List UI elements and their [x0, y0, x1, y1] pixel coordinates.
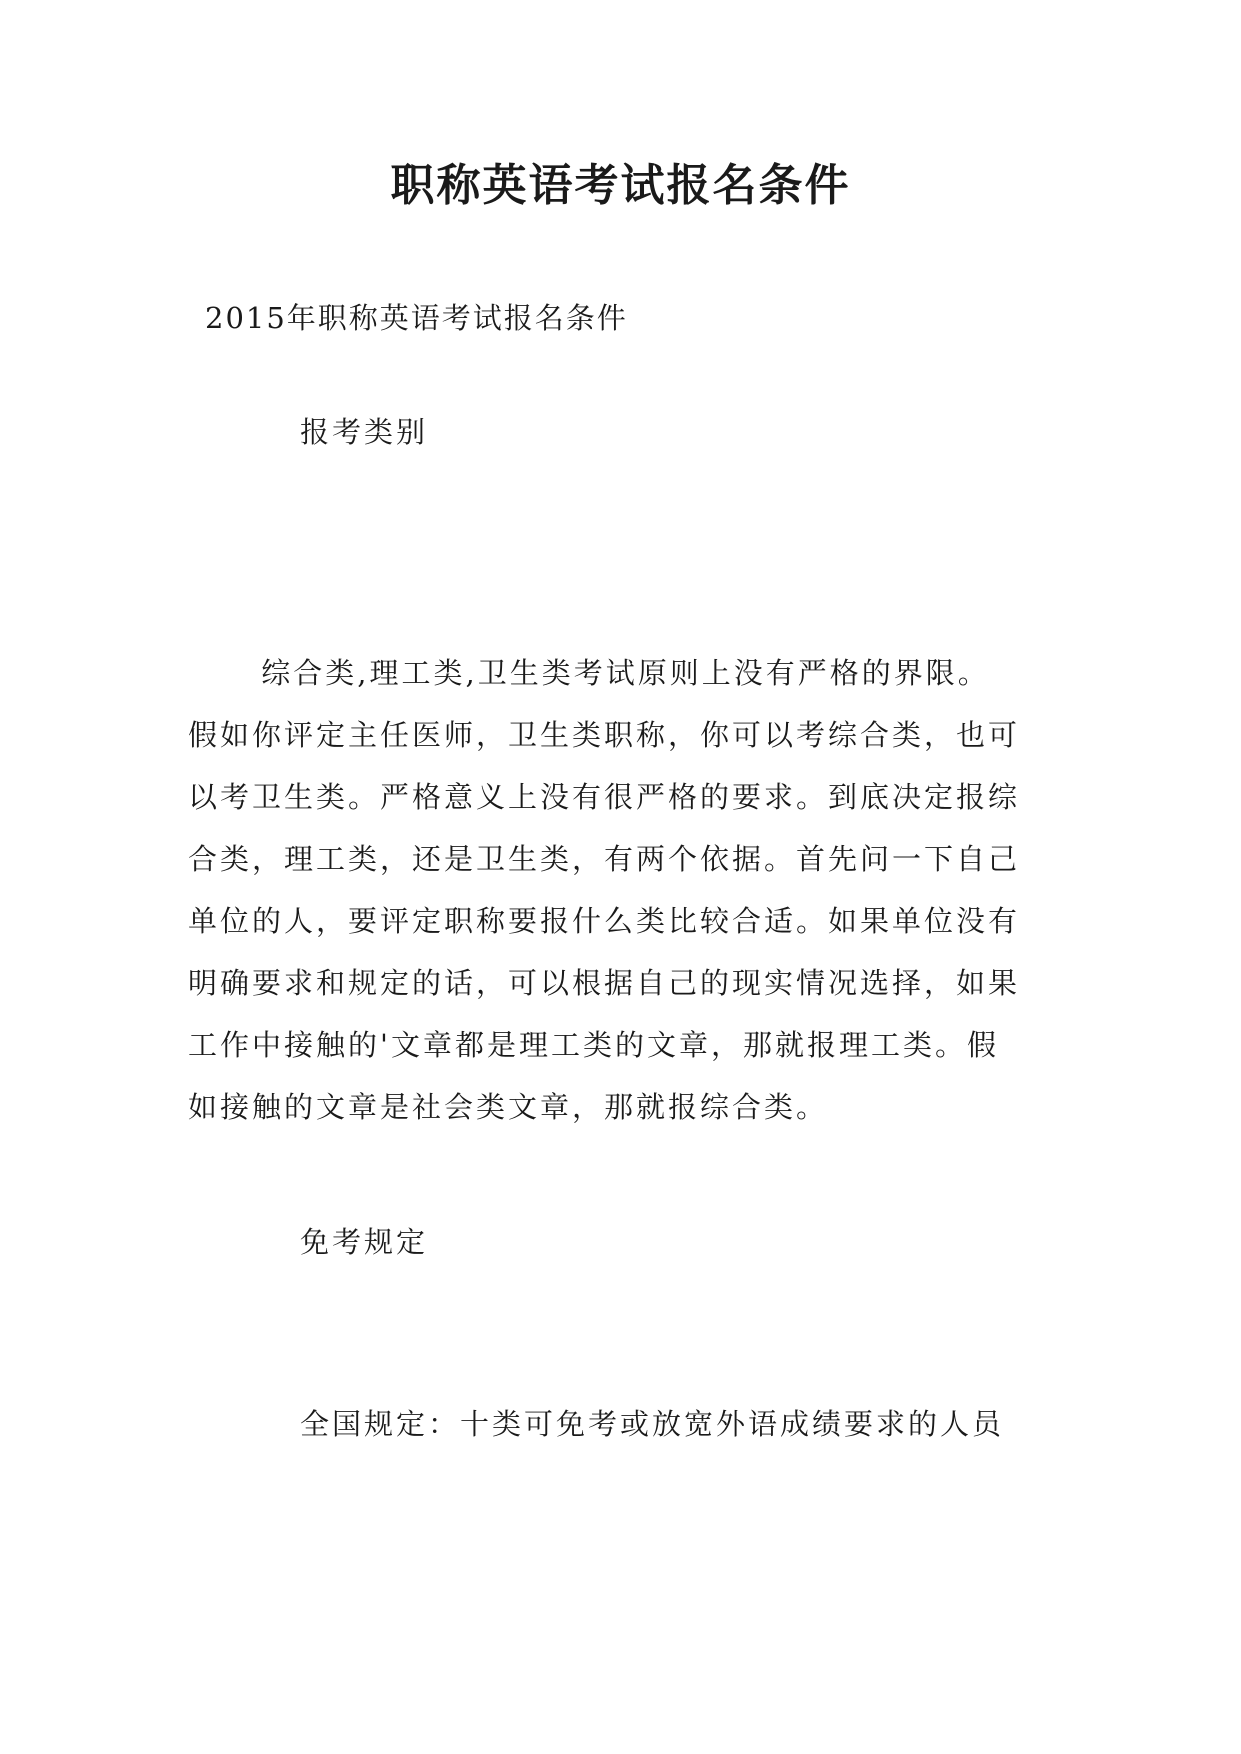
document-title: 职称英语考试报名条件 [390, 160, 851, 211]
paragraph-row: 假如你评定主任医师，卫生类职称，你可以考综合类，也可 [188, 718, 1021, 752]
paragraph-row: 明确要求和规定的话，可以根据自己的现实情况选择，如果 [188, 966, 1021, 1000]
section-heading-category: 报考类别 [300, 415, 429, 449]
paragraph-row: 综合类,理工类,卫生类考试原则上没有严格的界限。 [188, 656, 990, 690]
section-heading-exempt: 免考规定 [300, 1225, 429, 1259]
body-paragraph [188, 642, 1058, 1138]
paragraph-row: 单位的人，要评定职称要报什么类比较合适。如果单位没有 [188, 904, 1021, 938]
paragraph-row: 合类，理工类，还是卫生类，有两个依据。首先问一下自己 [188, 842, 1021, 876]
national-rule-line: 全国规定：十类可免考或放宽外语成绩要求的人员 [300, 1407, 1005, 1441]
paragraph-row: 以考卫生类。严格意义上没有很严格的要求。到底决定报综 [188, 780, 1021, 814]
document-subtitle: 2015年职称英语考试报名条件 [205, 301, 628, 335]
paragraph-row: 工作中接触的'文章都是理工类的文章，那就报理工类。假 [188, 1028, 999, 1062]
paragraph-row: 如接触的文章是社会类文章，那就报综合类。 [188, 1090, 829, 1124]
